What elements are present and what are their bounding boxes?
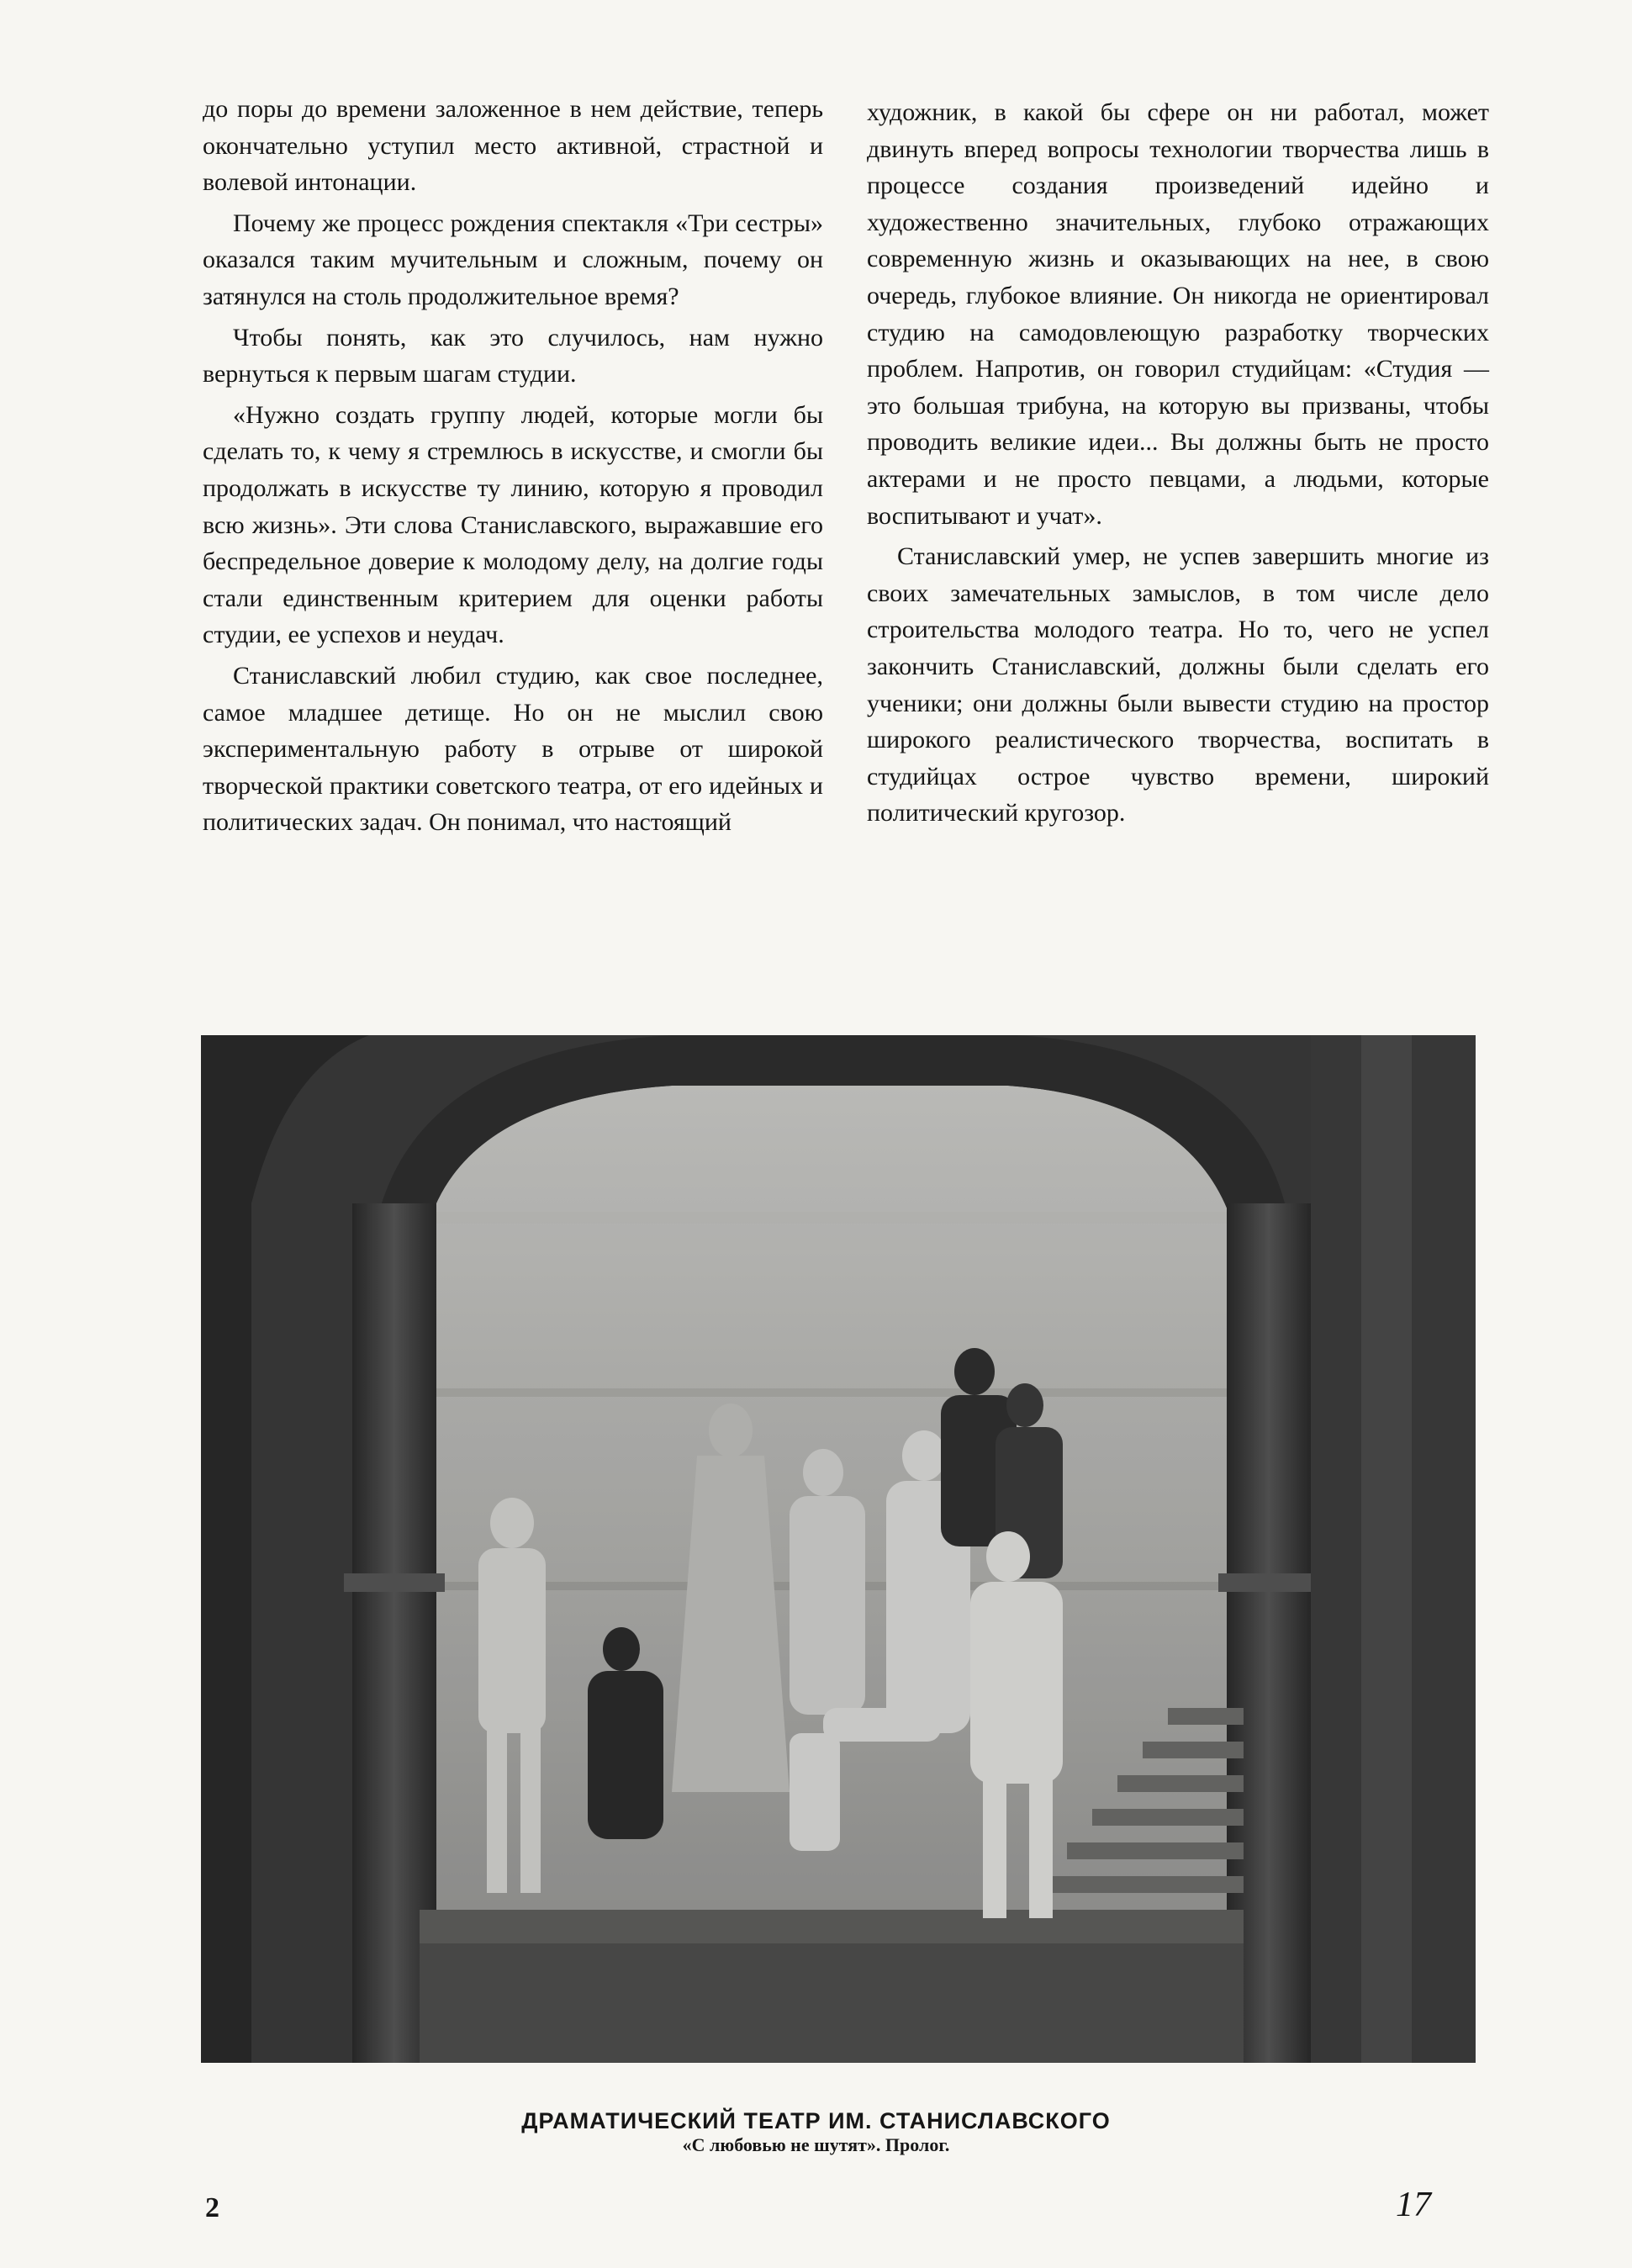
paragraph: Станиславский любил студию, как свое последнее, самое младшее детище. Но он не мыслил свою экспериментальную работу в отрыве от широкой творческой практики советского театра, от его идейных и политических задач. Он понимал, что настоящий	[203, 661, 823, 837]
caption-subtitle: «С любовью не шутят». Пролог.	[682, 2134, 950, 2155]
paragraph: Чтобы понять, как это случилось, нам нужно вернуться к первым шагам студии.	[203, 323, 823, 389]
stage-photograph	[201, 1035, 1476, 2063]
stage-scene-illustration	[201, 1035, 1476, 2063]
right-text-column	[867, 94, 1489, 836]
paragraph: художник, в какой бы сфере он ни работал, может двинуть вперед вопросы технологии творчества лишь в процессе создания произведений идейно и художественно значительных, глубоко отражающих современную жизнь и оказывающих на нее, в свою очередь, глубокое влияние. Он никогда не ориентировал студию на самодовлеющую разработку творческих проблем. Напротив, он говорил студийцам: «Студия — это большая трибуна, на которую вы призваны, чтобы проводить великие идеи... Вы должны быть не просто актерами и не просто певцами, а людьми, которые воспитывают и учат».	[867, 98, 1489, 530]
paragraph: до поры до времени заложенное в нем действие, теперь окончательно уступил место активной, страстной и волевой интонации.	[203, 95, 823, 197]
page-number: 17	[1396, 2186, 1431, 2224]
paragraph: Почему же процесс рождения спектакля «Три сестры» оказался таким мучительным и сложным, почему он затянулся на столь продолжительное время?	[203, 209, 823, 310]
left-text-column	[203, 91, 823, 845]
photo-caption	[0, 2107, 1632, 2156]
paragraph: «Нужно создать группу людей, которые могли бы сделать то, к чему я стремлюсь в искусстве, и смогли бы продолжать в искусстве ту линию, которую я проводил всю жизнь». Эти слова Станиславского, выражавшие его беспредельное доверие к молодому делу, на долгие годы стали единственным критерием для оценки работы студии, ее успехов и неудач.	[203, 400, 823, 649]
folio-left: 2	[205, 2192, 219, 2223]
caption-title: ДРАМАТИЧЕСКИЙ ТЕАТР ИМ. СТАНИСЛАВСКОГО	[521, 2108, 1111, 2133]
paragraph: Станиславский умер, не успев завершить многие из своих замечательных замыслов, в том числе дело строительства молодого театра. Но то, чего не успел закончить Станиславский, должны были сделать его ученики; они должны были вывести студию на простор широкого реалистического творчества, воспитать в студийцах острое чувство времени, широкий политический кругозор.	[867, 542, 1489, 827]
